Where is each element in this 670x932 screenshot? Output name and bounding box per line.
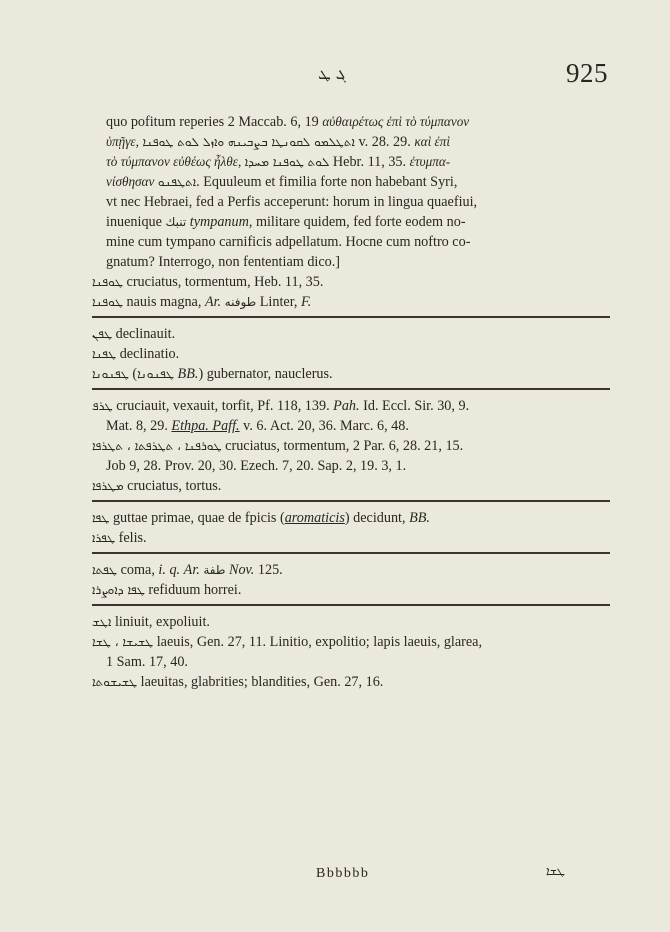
latin-text: quo pofitum reperies 2 Maccab. 6, 19 [106,114,319,130]
latin-text: Hebr. 11, 35. [332,154,407,170]
syriac-headword: ܛܦܐ ܕܐܘܨܪܐ [92,583,145,597]
section-divider [92,316,610,318]
dictionary-entry [92,324,610,344]
page-body [92,112,610,692]
dictionary-entry [92,292,610,312]
text-line: Job 9, 28. Prov. 20, 30. Ezech. 7, 20. Sap. 2, 19. 3, 1. [106,458,407,474]
dictionary-entry [92,612,610,632]
arabic-text: ﻃﻔﺔ [203,563,226,577]
abbr-label: BB. [177,366,199,382]
entry-definition: ) decidunt, [344,510,406,526]
syriac-headword: ܛܦܢܐ [92,347,117,361]
syriac-headword: ܛܦܪܐ [92,531,116,545]
entry-definition: felis. [118,530,147,546]
catchword: ܛܫܐ [546,864,565,878]
running-head-letters: ܓ ܛ [318,64,347,83]
dictionary-entry [92,632,610,652]
entry-definition: nauis magna, [126,294,202,310]
abbr-label: Ar. [204,294,222,310]
greek-text: ὑπῇγε, [106,134,139,149]
text-line [92,172,610,192]
entry-definition: 125. [257,562,283,578]
text-line [92,132,610,152]
greek-text: νίσθησαν [106,174,155,189]
syriac-headword: ܛܪܦ [92,399,113,413]
text-line [92,212,610,232]
syriac-text: ܐܬܛܦܢܘ [157,175,197,189]
latin-text: . Equuleum et fimilia forte non habebant Syri, [196,174,458,190]
dictionary-entry [92,508,610,528]
abbr-label: Ar. [183,562,200,578]
abbr-label: F. [300,294,312,310]
abbr-label: Pah. [333,398,360,414]
syriac-headword: ܛܦܢ [92,327,113,341]
entry-definition: declinatio. [119,346,180,362]
abbr-label: Ethpa. Paff. [171,418,240,434]
entry-definition: cruciatus, tormentum, 2 Par. 6, 28. 21, 15. [225,438,464,454]
dictionary-entry [92,272,610,292]
text-line: vt nec Hebraei, fed a Perfis acceperunt: horum in lingua quaefiui, [106,194,478,210]
syriac-headword: ܛܘܦܢܐ [92,275,123,289]
syriac-headword: ܛܫܝܫܘܬܐ [92,675,138,689]
greek-text: αὐθαιρέτως ἐπὶ τὸ τύμπανον [322,114,470,129]
signature-mark: Bbbbbb [316,866,370,881]
dictionary-entry [92,476,610,496]
arabic-text: ﺗﻨﺒﻚ [165,215,187,229]
text-line [92,152,610,172]
entry-definition: ) gubernator, nauclerus. [198,366,333,382]
abbr-label: BB. [409,510,430,526]
latin-italic: aromaticis [284,510,345,526]
dictionary-entry: ܛܦܢܘܢܐ (ܛܦܢܘܢܐ BB.) gubernator, nauclerus. [92,366,333,382]
entry-definition: coma, [120,562,155,578]
syriac-text: ܛܦܢܘܢܐ [137,367,174,381]
syriac-headword: ܛܘܪܦܢܐ ، ܬܛܪܦܬܐ ، ܬܛܪܦܐ [92,439,222,453]
text-line: 1 Sam. 17, 40. [106,654,188,670]
latin-text: , militare quidem, fed forte eodem no- [248,214,466,230]
abbr-label: Nov. [228,562,255,578]
greek-text: ἐτυμπα- [409,154,451,169]
entry-definition: laeuitas, glabrities; blandities, Gen. 27, 16. [140,674,384,690]
abbr-label: i. q. [158,562,181,578]
entry-definition: cruciauit, vexauit, torfit, Pf. 118, 139. [116,398,330,414]
arabic-text: ﻃﻮﻓﻨﻪ [224,295,257,309]
entry-definition: declinauit. [115,326,176,342]
text-line: gnatum? Interrogo, non fententiam dico.] [106,254,341,270]
entry-definition: liniuit, expoliuit. [114,614,210,630]
dictionary-entry [92,672,610,692]
text-line [92,416,610,436]
syriac-headword: ܛܦܐ [92,511,110,525]
syriac-text: ܐܬܛܠܡܘ ܠܩܘܢܛܐ ܒܨܒܝܢܗ ܘܐܙܠ ܠܘܬ ܛܘܦܢܐ [142,135,355,149]
entry-definition: refiduum horrei. [148,582,242,598]
syriac-headword: ܐܛܫ [92,615,112,629]
entry-definition: cruciatus, tormentum, Heb. 11, 35. [126,274,324,290]
page-number: 925 [566,58,608,88]
dictionary-entry [92,528,610,548]
greek-text: καὶ ἐπὶ [414,134,450,149]
syriac-headword: ܛܦܢܘܢܐ [92,367,129,381]
syriac-text: ܠܘܬ ܛܘܦܢܐ ܡܚܕܐ [244,155,330,169]
text-line: mine cum tympano carnificis adpellatum. Hocne cum noftro co- [106,234,471,250]
syriac-headword: ܛܦܬܐ [92,563,118,577]
section-divider [92,552,610,554]
syriac-headword: ܛܘܦܢܐ [92,295,123,309]
section-divider [92,500,610,502]
dictionary-entry [92,560,610,580]
latin-text: inuenique [106,214,162,230]
syriac-headword: ܡܛܪܦܐ [92,479,124,493]
syriac-headword: ܛܫܝܫܐ ، ܛܫܐ [92,635,154,649]
section-divider [92,388,610,390]
entry-definition: Mat. 8, 29. [106,418,168,434]
dictionary-entry [92,344,610,364]
greek-text: τὸ τύμπανον εὐθέως ἦλθε, [106,154,242,169]
dictionary-entry [92,396,610,416]
dictionary-entry [92,580,610,600]
dictionary-entry [92,436,610,456]
text-line [92,112,610,132]
latin-italic: tympanum [189,214,249,230]
entry-definition: Id. Eccl. Sir. 30, 9. [363,398,470,414]
latin-text: v. 28. 29. [358,134,411,150]
entry-definition: cruciatus, tortus. [127,478,222,494]
entry-definition: laeuis, Gen. 27, 11. Linitio, expolitio; lapis laeuis, glarea, [156,634,483,650]
section-divider [92,604,610,606]
entry-definition: guttae primae, quae de fpicis ( [112,510,285,526]
entry-definition: v. 6. Act. 20, 36. Marc. 6, 48. [243,418,409,434]
entry-definition: Linter, [259,294,298,310]
